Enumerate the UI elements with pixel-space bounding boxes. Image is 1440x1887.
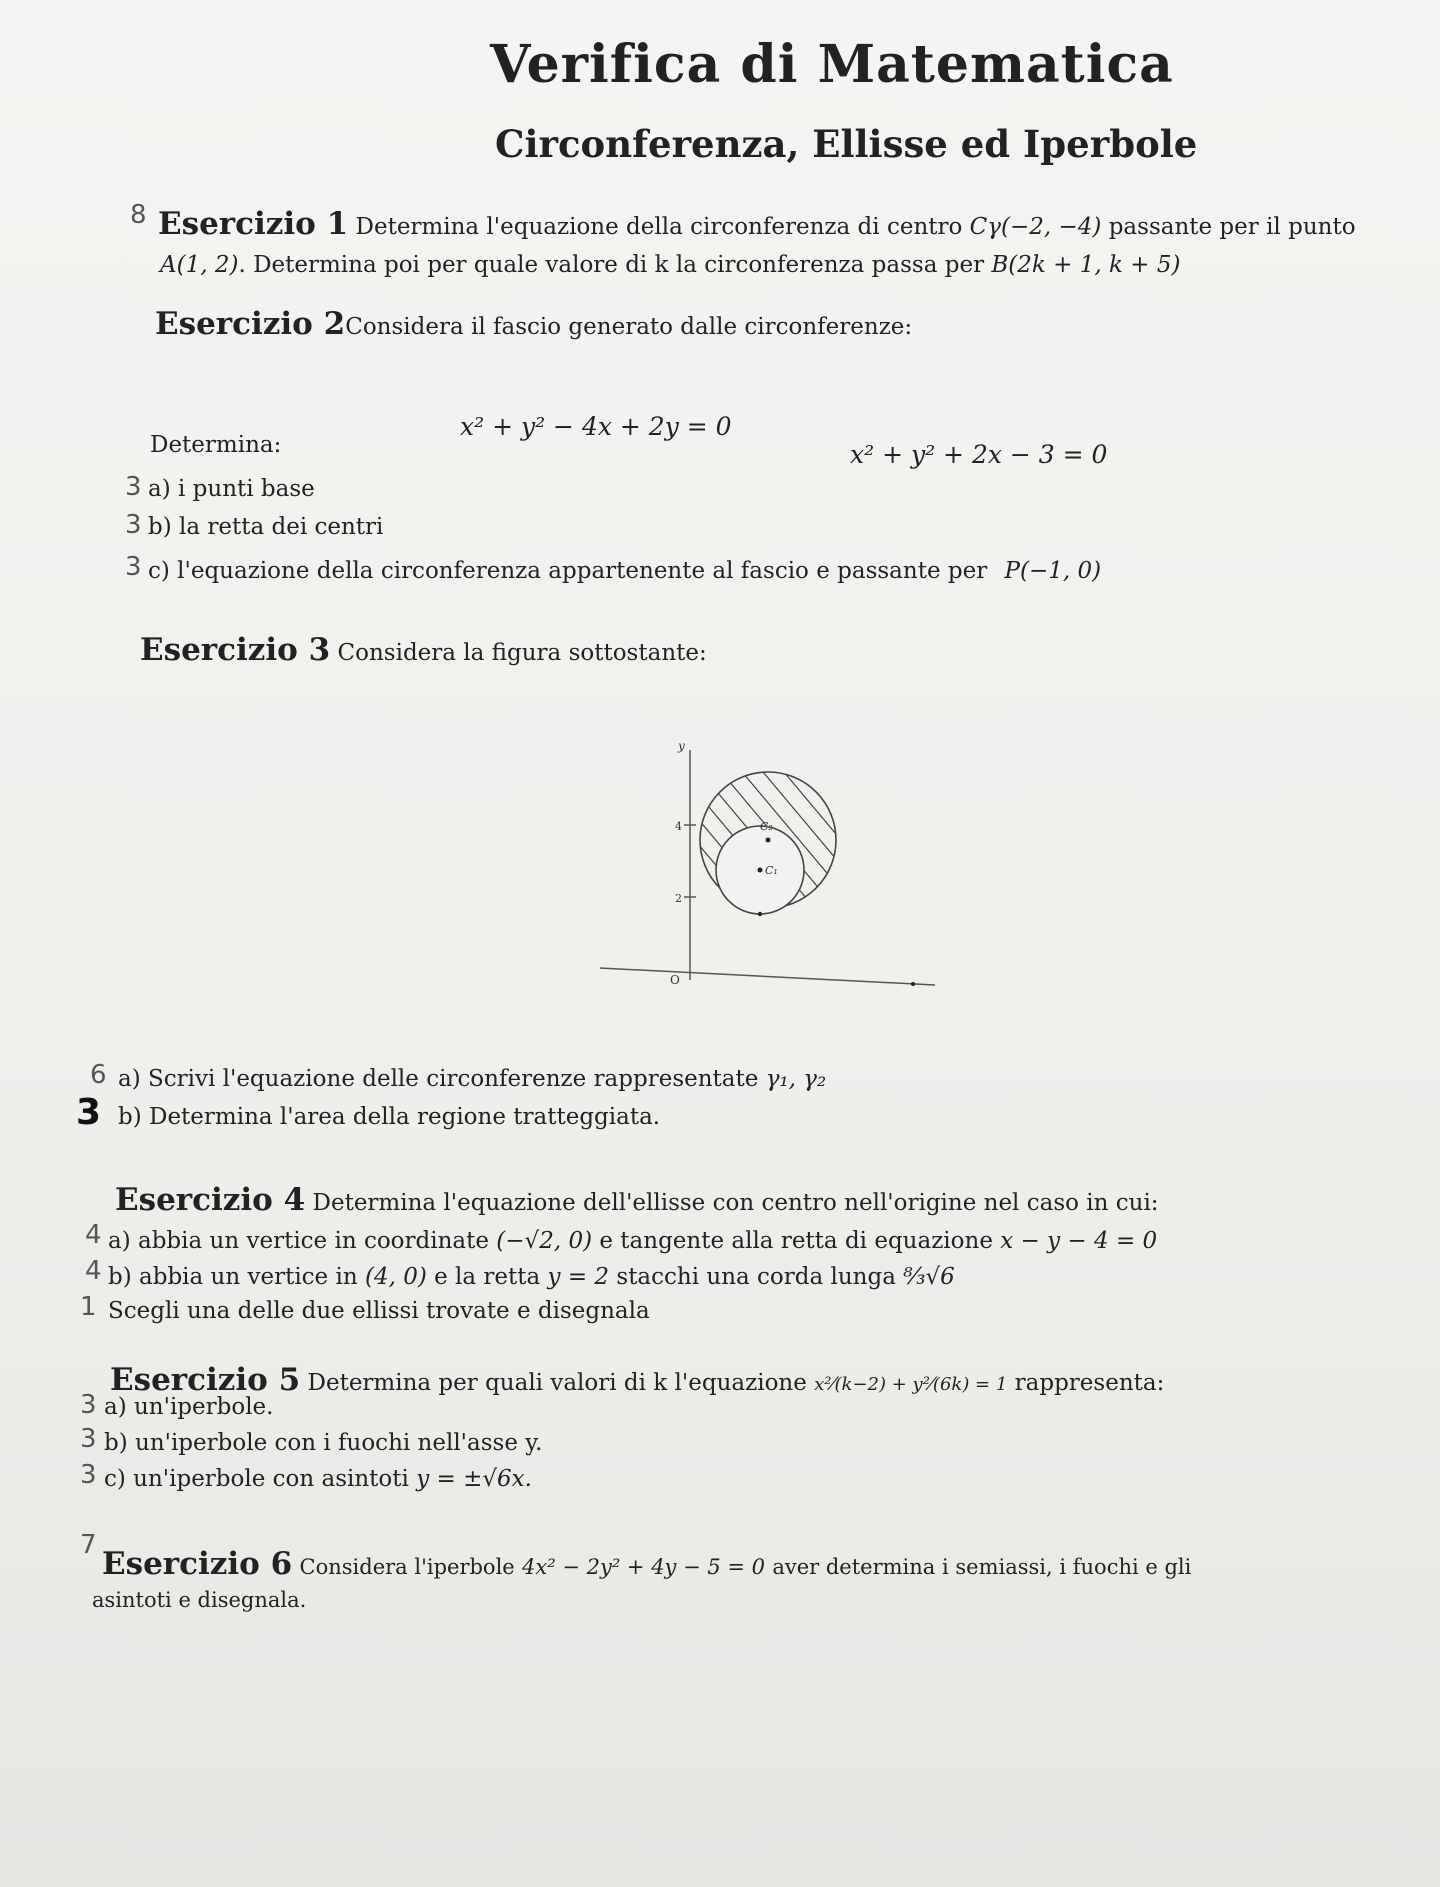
ex5-math: x²⁄(k−2) + y²⁄(6k) = 1 — [814, 1374, 1008, 1395]
c1-label: C₁ — [765, 864, 778, 877]
ex4-item-a — [108, 1228, 1157, 1254]
center-c1 — [758, 868, 763, 873]
ex4-item-c: Scegli una delle due ellissi trovate e disegnala — [108, 1298, 650, 1324]
ex2-item-c-text: c) l'equazione della circonferenza appartenente al fascio e passante per — [148, 558, 988, 584]
ex4-item-a-text2: e tangente alla retta di equazione — [599, 1228, 993, 1254]
ex4-item-a-text: a) abbia un vertice in coordinate — [108, 1228, 489, 1254]
ex4-item-b-grade: 4 — [85, 1256, 102, 1286]
ex4-item-b-text: b) abbia un vertice in — [108, 1264, 358, 1290]
ex5-line1 — [110, 1362, 1164, 1398]
ex5-title: Esercizio 5 — [110, 1362, 301, 1398]
ex2-line1 — [155, 306, 912, 342]
ex4-text: Determina l'equazione dell'ellisse con centro nell'origine nel caso in cui: — [312, 1190, 1159, 1216]
ex3-item-a-math: γ₁, γ₂ — [765, 1066, 827, 1092]
ex3-item-b: b) Determina l'area della regione tratteggiata. — [118, 1104, 661, 1130]
ex3-line1 — [140, 632, 707, 668]
ex5-item-b-grade: 3 — [80, 1424, 97, 1454]
x-axis — [600, 968, 935, 985]
ex3-title: Esercizio 3 — [140, 632, 331, 668]
origin-label: O — [670, 973, 680, 987]
ex3-item-a — [118, 1066, 826, 1092]
ex5-item-c-text: c) un'iperbole con asintoti — [104, 1466, 409, 1492]
ex4-item-a-math2: x − y − 4 = 0 — [1000, 1228, 1158, 1254]
ex5-item-b: b) un'iperbole con i fuochi nell'asse y. — [104, 1430, 543, 1456]
ex6-math: 4x² − 2y² + 4y − 5 = 0 — [522, 1555, 766, 1579]
center-c2 — [766, 838, 771, 843]
ex1-title: Esercizio 1 — [158, 206, 349, 242]
ex4-item-b-math2: y = 2 — [547, 1264, 610, 1290]
ex5-item-a: a) un'iperbole. — [104, 1394, 274, 1420]
tangent-point — [758, 912, 762, 916]
ex5-text-end: rappresenta: — [1014, 1370, 1165, 1396]
ex4-item-c-grade: 1 — [80, 1292, 97, 1322]
ex4-line1 — [115, 1182, 1159, 1218]
ex4-item-b-math3: ⁸⁄₃√6 — [903, 1264, 955, 1290]
page-subtitle: Circonferenza, Ellisse ed Iperbole — [495, 122, 1198, 166]
ex4-title: Esercizio 4 — [115, 1182, 306, 1218]
c2-label: C₂ — [760, 820, 773, 833]
y-axis-label: y — [678, 739, 685, 753]
ex2-item-c — [148, 558, 1101, 584]
ex1-center: Cγ(−2, −4) — [969, 214, 1102, 240]
ex3-text: Considera la figura sottostante: — [337, 640, 707, 666]
ex3-figure — [560, 730, 960, 1020]
ex5-item-c-grade: 3 — [80, 1460, 97, 1490]
ex4-item-b-text3: stacchi una corda lunga — [616, 1264, 896, 1290]
ex6-line2: asintoti e disegnala. — [92, 1588, 307, 1612]
ex1-grade: 8 — [130, 200, 147, 230]
ex2-item-c-point: P(−1, 0) — [1004, 558, 1102, 584]
ex3-item-a-text: a) Scrivi l'equazione delle circonferenze rappresentate — [118, 1066, 759, 1092]
tick-2-label: 2 — [675, 892, 682, 905]
ex2-eq1: x² + y² − 4x + 2y = 0 — [460, 412, 732, 441]
ex5-item-c — [104, 1466, 532, 1492]
ex1-text2: . Determina poi per quale valore di k la circonferenza passa per — [238, 252, 985, 278]
ex5-item-a-grade: 3 — [80, 1390, 97, 1420]
ex5-item-c-math: y = ±√6x. — [416, 1466, 532, 1492]
tick-4-label: 4 — [675, 820, 682, 833]
ex3-item-b-grade: 3 — [76, 1092, 102, 1133]
ex1-text1: Determina l'equazione della circonferenza di centro — [355, 214, 963, 240]
ex2-item-b-grade: 3 — [125, 510, 142, 540]
ex4-item-b — [108, 1264, 955, 1290]
ex6-title: Esercizio 6 — [102, 1546, 293, 1582]
ex1-line1 — [158, 206, 1356, 242]
ex1-line2 — [160, 252, 1180, 278]
ex2-item-a-grade: 3 — [125, 472, 142, 502]
ex2-title: Esercizio 2 — [155, 306, 346, 342]
ex2-text: Considera il fascio generato dalle circonferenze: — [345, 314, 913, 340]
ex6-text-end: aver determina i semiassi, i fuochi e gli — [772, 1555, 1192, 1579]
ex2-item-b: b) la retta dei centri — [148, 514, 384, 540]
page-title: Verifica di Matematica — [490, 34, 1174, 95]
ex4-item-b-math: (4, 0) — [364, 1264, 427, 1290]
ex1-text1-end: passante per il punto — [1108, 214, 1356, 240]
ex2-eq2: x² + y² + 2x − 3 = 0 — [850, 440, 1108, 469]
ex4-item-a-grade: 4 — [85, 1220, 102, 1250]
ex1-point-a: A(1, 2) — [160, 252, 239, 278]
ex2-determina: Determina: — [150, 432, 282, 458]
x-axis-point — [911, 982, 915, 986]
ex5-text: Determina per quali valori di k l'equazione — [307, 1370, 807, 1396]
ex2-item-c-grade: 3 — [125, 552, 142, 582]
ex3-item-a-grade: 6 — [90, 1060, 107, 1090]
ex4-item-b-text2: e la retta — [434, 1264, 541, 1290]
ex6-grade: 7 — [80, 1530, 97, 1560]
ex4-item-a-math: (−√2, 0) — [496, 1228, 593, 1254]
ex2-item-a: a) i punti base — [148, 476, 315, 502]
ex6-line1 — [102, 1546, 1191, 1582]
ex1-point-b: B(2k + 1, k + 5) — [991, 252, 1181, 278]
ex6-text: Considera l'iperbole — [299, 1555, 515, 1579]
